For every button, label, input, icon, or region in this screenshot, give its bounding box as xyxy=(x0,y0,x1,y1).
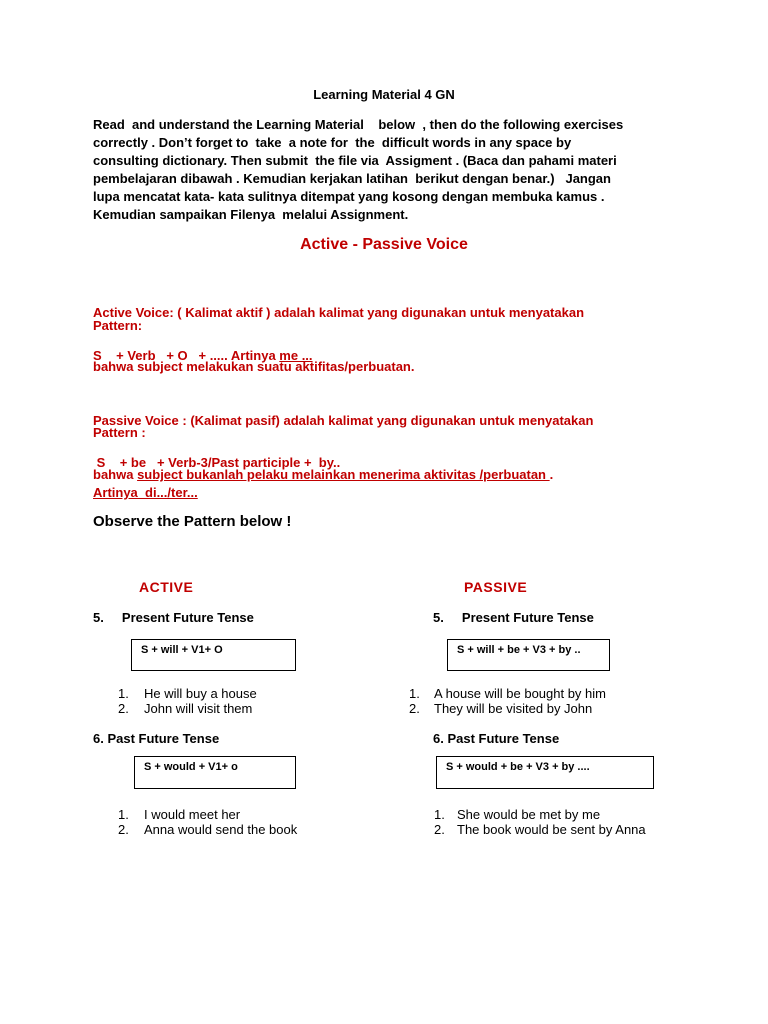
list-item: 1. A house will be bought by him xyxy=(409,686,606,701)
list-item: 1. I would meet her xyxy=(118,807,241,822)
definition-suffix: . xyxy=(549,467,554,482)
passive-meaning: Artinya di.../ter... xyxy=(93,485,198,500)
intro-line: Kemudian sampaikan Filenya melalui Assignment. xyxy=(93,207,409,222)
passive-column-heading: PASSIVE xyxy=(464,579,528,595)
example-list xyxy=(118,807,297,837)
formula-box: S + would + be + V3 + by .... xyxy=(436,756,654,789)
example-list xyxy=(409,686,606,716)
definition-line: bahwa subject melakukan suatu aktifitas/perbuatan. xyxy=(93,359,415,374)
active-pattern xyxy=(93,347,693,365)
formula-box: S + would + V1+ o xyxy=(134,756,296,789)
list-item: 2. Anna would send the book xyxy=(118,822,298,837)
document-title: Learning Material 4 GN xyxy=(313,87,455,102)
intro-line: consulting dictionary. Then submit the file via Assigment . (Baca dan pahami materi xyxy=(93,153,617,168)
pattern-label: Pattern : xyxy=(93,425,146,440)
intro-line: Read and understand the Learning Material below , then do the following exercises xyxy=(93,117,624,132)
intro-line: correctly . Don’t forget to take a note for the difficult words in any space by xyxy=(93,135,572,150)
list-item: 2. They will be visited by John xyxy=(409,701,593,716)
list-item: 1. She would be met by me xyxy=(434,807,601,822)
example-list xyxy=(118,686,257,716)
intro-paragraph xyxy=(93,116,693,224)
list-item: 2. The book would be sent by Anna xyxy=(434,822,646,837)
definition-line: Passive Voice : (Kalimat pasif) adalah kalimat yang digunakan untuk menyatakan xyxy=(93,413,594,428)
intro-line: lupa mencatat kata- kata sulitnya ditempat yang kosong dengan membuka kamus . xyxy=(93,189,605,204)
tense-label: 6. Past Future Tense xyxy=(93,731,220,746)
passive-pattern: S + be + Verb-3/Past participle + by.. xyxy=(93,455,341,470)
active-column-heading: ACTIVE xyxy=(139,579,194,595)
list-item: 2. John will visit them xyxy=(118,701,253,716)
pattern-label: Pattern: xyxy=(93,318,143,333)
tense-label: 5. Present Future Tense xyxy=(93,610,254,625)
tense-label: 6. Past Future Tense xyxy=(433,731,560,746)
active-pattern-formula: S + Verb + O + ..... Artinya xyxy=(93,348,280,363)
list-item: 1. He will buy a house xyxy=(118,686,257,701)
definition-prefix: bahwa xyxy=(93,467,138,482)
formula-box: S + will + V1+ O xyxy=(131,639,296,671)
example-list xyxy=(434,807,646,837)
observe-heading: Observe the Pattern below ! xyxy=(93,513,292,530)
intro-line: pembelajaran dibawah . Kemudian kerjakan latihan berikut dengan benar.) Jangan xyxy=(93,171,611,186)
section-title: Active - Passive Voice xyxy=(300,236,468,253)
tense-label: 5. Present Future Tense xyxy=(433,610,594,625)
definition-line: Active Voice: ( Kalimat aktif ) adalah kalimat yang digunakan untuk menyatakan xyxy=(93,305,585,320)
definition-underlined: subject bukanlah pelaku melainkan menerima aktivitas /perbuatan xyxy=(137,467,550,482)
active-pattern-meaning: me ... xyxy=(279,348,313,363)
formula-box: S + will + be + V3 + by .. xyxy=(447,639,610,671)
